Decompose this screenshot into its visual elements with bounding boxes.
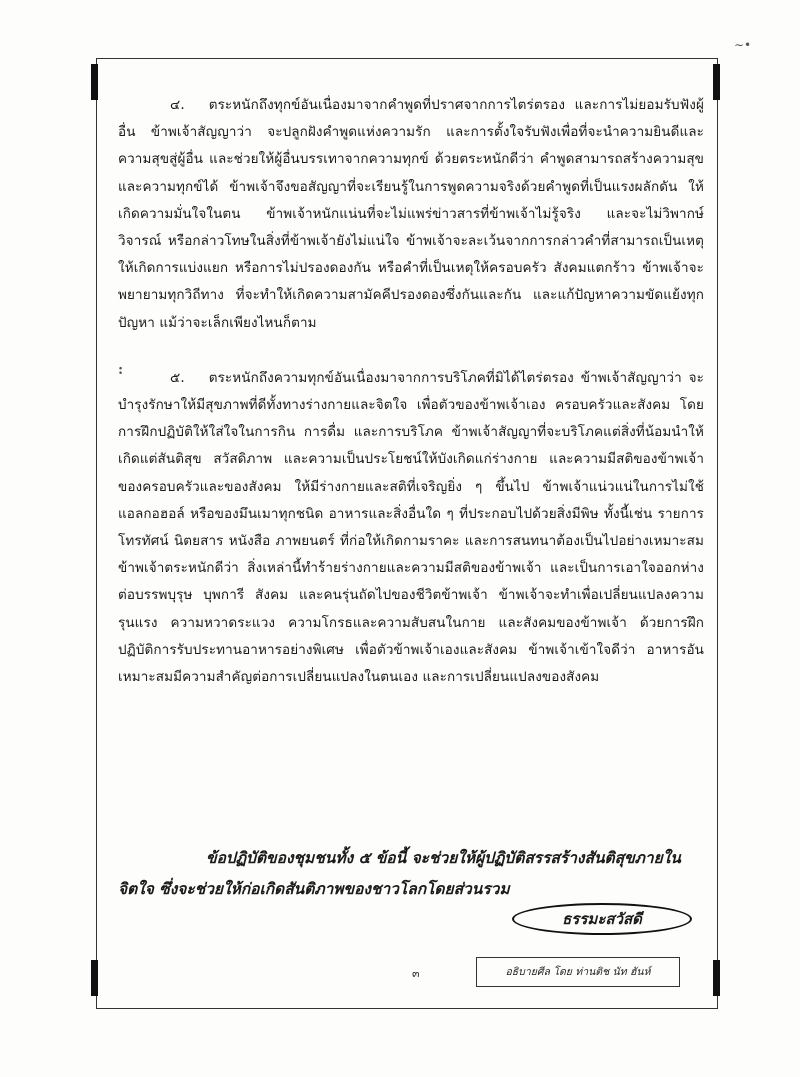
precept-number: ๔. bbox=[170, 97, 185, 113]
frame-bottom-border bbox=[96, 1008, 718, 1009]
frame-left-border bbox=[96, 58, 97, 1008]
frame-right-border bbox=[717, 58, 718, 1008]
frame-top-border bbox=[96, 58, 718, 59]
scan-artifact-colon: : bbox=[118, 362, 124, 378]
document-body bbox=[118, 92, 704, 691]
precept-text: ตระหนักถึงทุกข์อันเนื่องมาจากคำพูดที่ปราศจากการไตร่ตรอง และการไม่ยอมรับฟังผู้อื่น ข้าพเจ้าสัญญาว่า จะปลูกฝังคำพูดแห่งความรัก และการตั้งใจรับฟังเพื่อที่จะนำความยินดีและความสุขสู่ผู้อื่น และช่วยให้ผู้อื่นบรรเทาจากความทุกข์ ด้วยตระหนักดีว่า คำพูดสามารถสร้างความสุขและความทุกข์ได้ ข้าพเจ้าจึงขอสัญญาที่จะเรียนรู้ในการพูดความจริงด้วยคำพูดที่เป็นแรงผลักดัน ให้เกิดความมั่นใจในตน ข้าพเจ้าหนักแน่นที่จะไม่แพร่ข่าวสารที่ข้าพเจ้าไม่รู้จริง และจะไม่วิพากษ์วิจารณ์ หรือกล่าวโทษในสิ่งที่ข้าพเจ้ายังไม่แน่ใจ ข้าพเจ้าจะละเว้นจากการกล่าวคำที่สามารถเป็นเหตุให้เกิดการแบ่งแยก หรือการไม่ปรองดองกัน หรือคำที่เป็นเหตุให้ครอบครัว สังคมแตกร้าว ข้าพเจ้าจะพยายามทุกวิถีทาง ที่จะทำให้เกิดความสามัคคีปรองดองซึ่งกันและกัน และแก้ปัญหาความขัดแย้งทุกปัญหา แม้ว่าจะเล็กเพียงไหนก็ตาม bbox=[118, 97, 704, 331]
corner-bar-bottom-right bbox=[713, 960, 720, 996]
blessing-oval: ธรรมะสวัสดี bbox=[512, 903, 692, 935]
precept-paragraph-5 bbox=[118, 365, 704, 691]
closing-text: ข้อปฏิบัติของชุมชนทั้ง ๕ ข้อนี้ จะช่วยให้ผู้ปฏิบัติสรรสร้างสันติสุขภายในจิตใจ ซึ่งจะช่วยให้ก่อเกิดสันติภาพของชาวโลกโดยส่วนรวม bbox=[118, 848, 681, 898]
corner-bar-bottom-left bbox=[91, 960, 98, 996]
precept-text: ตระหนักถึงความทุกข์อันเนื่องมาจากการบริโภคที่มิได้ไตร่ตรอง ข้าพเจ้าสัญญาว่า จะบำรุงรักษาให้มีสุขภาพที่ดีทั้งทางร่างกายและจิตใจ เพื่อตัวของข้าพเจ้าเอง ครอบครัวและสังคม โดยการฝึกปฏิบัติให้ใส่ใจในการกิน การดื่ม และการบริโภค ข้าพเจ้าสัญญาที่จะบริโภคแต่สิ่งที่น้อมนำให้เกิดแต่สันติสุข สวัสดิภาพ และความเป็นประโยชน์ให้บังเกิดแก่ร่างกาย และความมีสติของข้าพเจ้า ของครอบครัวและของสังคม ให้มีร่างกายและสติที่เจริญยิ่ง ๆ ขึ้นไป ข้าพเจ้าแน่วแน่ในการไม่ใช้แอลกอฮอล์ หรือของมึนเมาทุกชนิด อาหารและสิ่งอื่นใด ๆ ที่ประกอบไปด้วยสิ่งมีพิษ ทั้งนี้เช่น รายการโทรทัศน์ นิตยสาร หนังสือ ภาพยนตร์ ที่ก่อให้เกิดกามราคะ และการสนทนาต้องเป็นไปอย่างเหมาะสม ข้าพเจ้าตระหนักดีว่า สิ่งเหล่านี้ทำร้ายร่างกายและความมีสติของข้าพเจ้า และเป็นการเอาใจออกห่างต่อบรรพบุรุษ บุพการี สังคม และคนรุ่นถัดไปของชีวิตข้าพเจ้า ข้าพเจ้าจะทำเพื่อเปลี่ยนแปลงความรุนแรง ความหวาดระแวง ความโกรธและความสับสนในกาย และสังคมของข้าพเจ้า ด้วยการฝึกปฏิบัติการรับประทานอาหารอย่างพิเศษ เพื่อตัวข้าพเจ้าเองและสังคม ข้าพเจ้าเข้าใจดีว่า อาหารอันเหมาะสมมีความสำคัญต่อการเปลี่ยนแปลงในตนเอง และการเปลี่ยนแปลงของสังคม bbox=[118, 369, 704, 686]
footer-source-box: อธิบายศีล โดย ท่านติช นัท ฮันห์ bbox=[476, 957, 680, 987]
corner-bar-top-right bbox=[713, 64, 720, 100]
corner-bar-top-left bbox=[91, 64, 98, 100]
scan-artifact-mark: ∼• bbox=[734, 38, 752, 52]
precept-number: ๕. bbox=[170, 369, 185, 386]
precept-paragraph-4 bbox=[118, 92, 704, 337]
closing-statement bbox=[118, 842, 704, 904]
page-number: ๓ bbox=[412, 967, 420, 980]
